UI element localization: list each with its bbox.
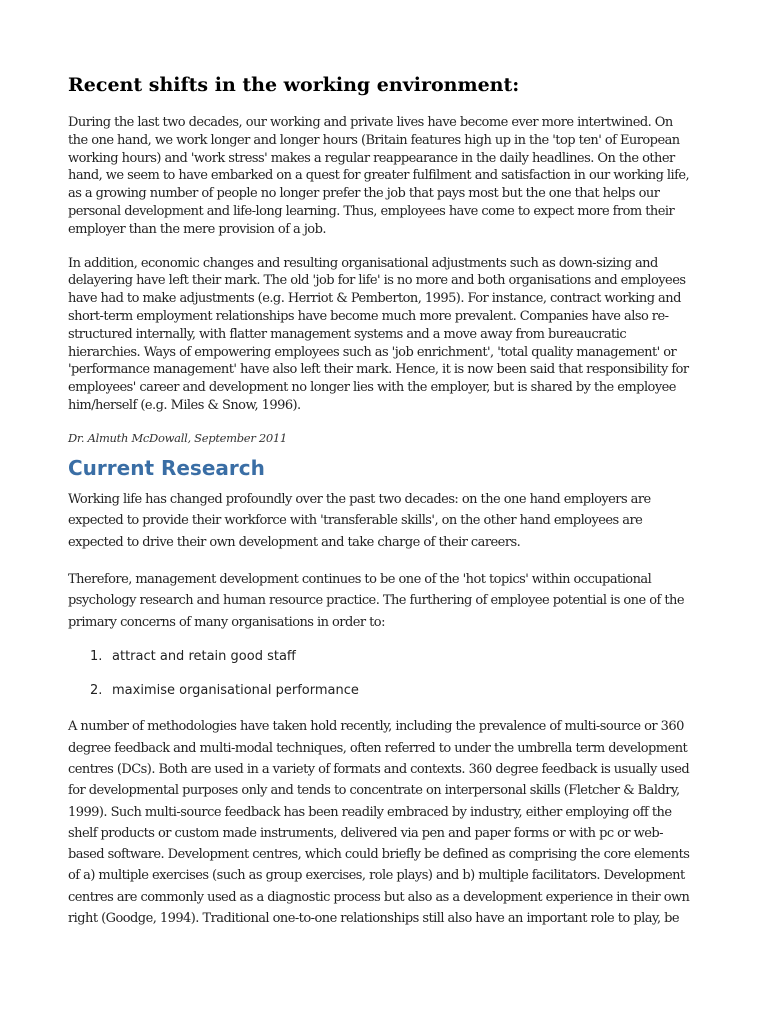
list-item-number: 2. [90, 683, 103, 699]
section-title-current-research: Current Research [68, 455, 265, 480]
document-page [68, 72, 692, 929]
list-item [90, 682, 692, 699]
list-item-number: 1. [90, 649, 103, 665]
list-item-text: maximise organisational performance [112, 683, 359, 699]
list-item-text: attract and retain good staff [112, 649, 296, 665]
author-signature: Dr. Almuth McDowall, September 2011 [68, 430, 287, 445]
page-heading: Recent shifts in the working environment: [68, 74, 520, 96]
intro-paragraph-1: During the last two decades, our working and private lives have become ever more intertwined. On the one hand, we work longer and longer hours (Britain features high up in the 'top ten' of European working hours) and 'work stress' makes a regular reappearance in the daily headlines. On the other hand, we seem to have embarked on a quest for greater fulfilment and satisfaction in our working life, as a growing number of people no longer prefer the job that pays most but the one that helps our personal development and life-long learning. Thus, employees have come to expect more from their employer than the mere provision of a job. [68, 115, 690, 237]
intro-paragraph-2: In addition, economic changes and resulting organisational adjustments such as down-sizing and delayering have left their mark. The old 'job for life' is no more and both organisations and employees have had to make adjustments (e.g. Herriot & Pemberton, 1995). For instance, contract working and short-term employment relationships have become much more prevalent. Companies have also re-structured internally, with flatter management systems and a move away from bureaucratic hierarchies. Ways of empowering employees such as 'job enrichment', 'total quality management' or 'performance management' have also left their mark. Hence, it is now been said that responsibility for employees' career and development no longer lies with the employer, but is shared by the employee him/herself (e.g. Miles & Snow, 1996). [68, 255, 689, 413]
methodologies-paragraph: A number of methodologies have taken hold recently, including the prevalence of multi-source or 360 degree feedback and multi-modal techniques, often referred to under the umbrella term development centres (DCs). Both are used in a variety of formats and contexts. 360 degree feedback is usually used for developmental purposes only and tends to concentrate on interpersonal skills (Fletcher & Baldry, 1999). Such multi-source feedback has been readily embraced by industry, either employing off the shelf products or custom made instruments, delivered via pen and paper forms or with pc or web-based software. Development centres, which could briefly be defined as comprising the core elements of a) multiple exercises (such as group exercises, role plays) and b) multiple facilitators. Development centres are commonly used as a diagnostic process but also as a development experience in their own right (Goodge, 1994). Traditional one-to-one relationships still also have an important role to play, be [68, 719, 690, 926]
goals-list [68, 648, 692, 699]
research-paragraph-2: Therefore, management development continues to be one of the 'hot topics' within occupational psychology research and human resource practice. The furthering of employee potential is one of the primary concerns of many organisations in order to: [68, 571, 684, 630]
research-paragraph-1: Working life has changed profoundly over the past two decades: on the one hand employers are expected to provide their workforce with 'transferable skills', on the other hand employees are expected to drive their own development and take charge of their careers. [68, 491, 651, 550]
list-item [90, 648, 692, 665]
